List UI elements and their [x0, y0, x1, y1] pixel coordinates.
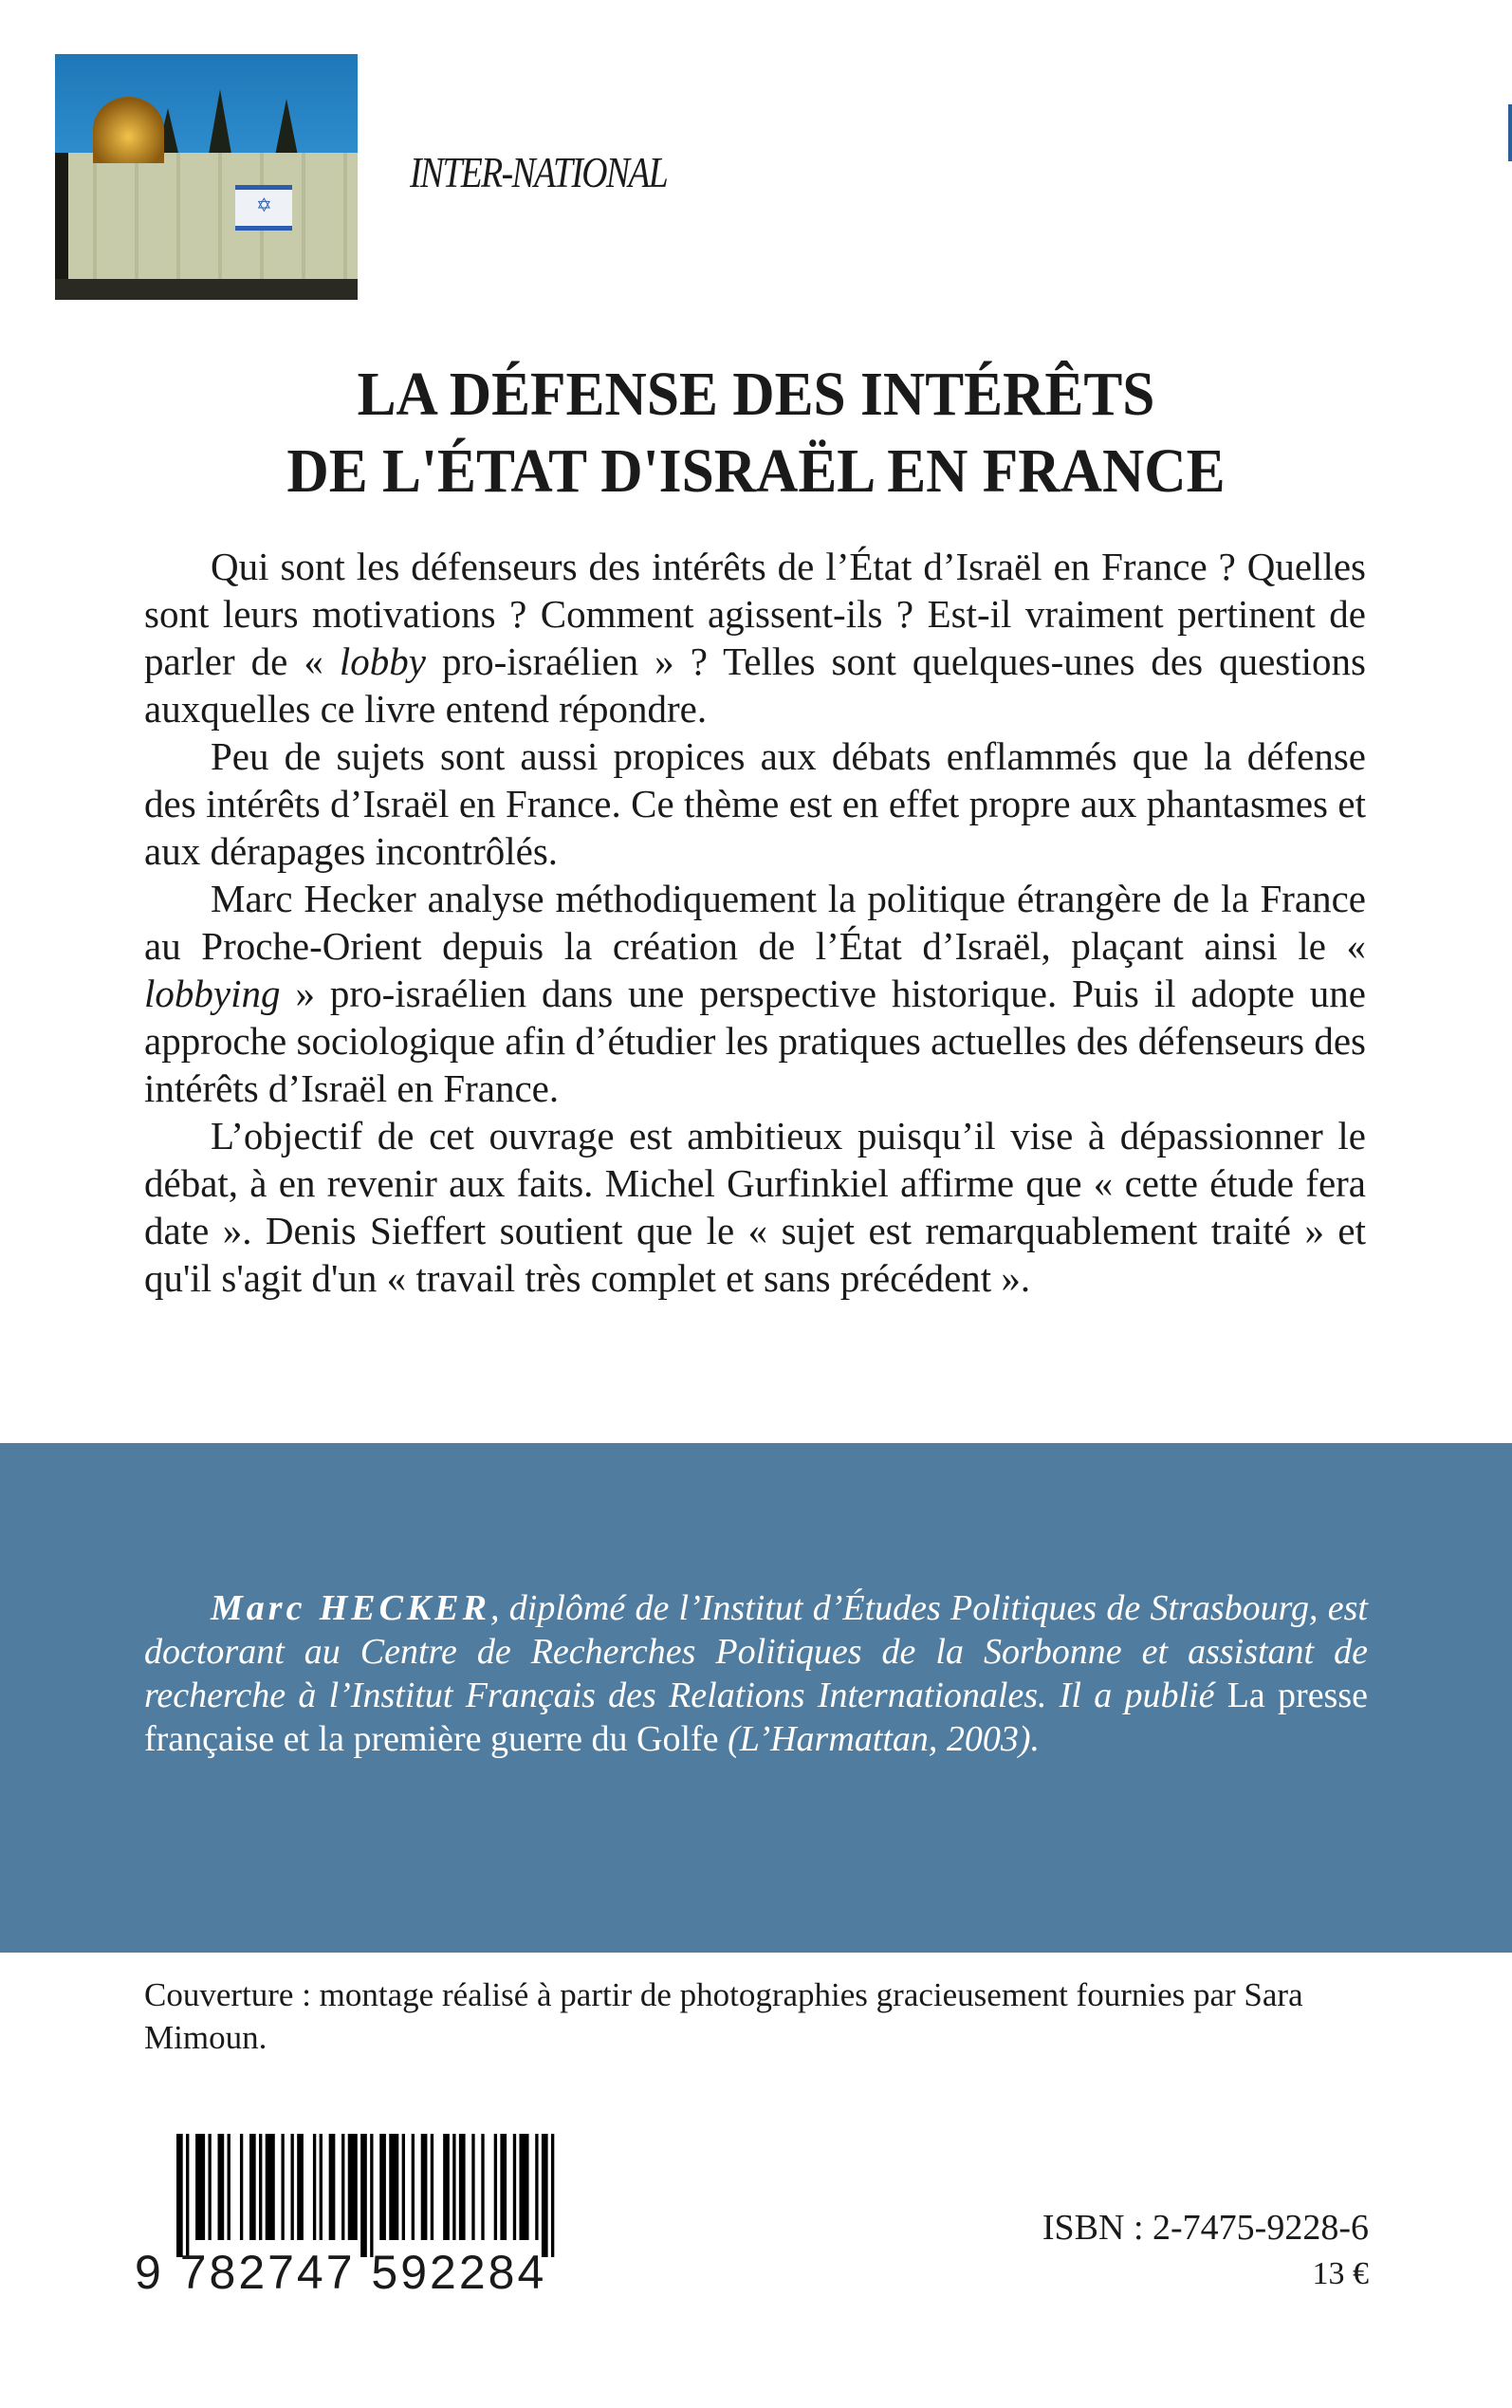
cover-credits: Couverture : montage réalisé à partir de photographies gracieusement fournies par Sara Mimoun. — [144, 1976, 1303, 2056]
isbn: ISBN : 2-7475-9228-6 — [1042, 2208, 1369, 2248]
barcode-digits: 9 782747 592284 — [135, 2246, 547, 2299]
barcode-bar — [360, 2134, 367, 2257]
barcode-bar — [290, 2134, 293, 2240]
blurb-paragraph: Marc Hecker analyse méthodiquement la politique étrangère de la France au Proche-Orient depuis la création de l’État d’Israël, plaçant ainsi le « lobbying » pro-israélien dans une perspective historique. Puis il adopte une approche sociologique afin d’étudier les pratiques actuelles des défenseurs des intérêts d’Israël en France. — [144, 877, 1366, 1110]
barcode-bar — [228, 2134, 230, 2240]
barcode-bar — [542, 2134, 548, 2257]
series-name: INTER-NATIONAL — [410, 148, 668, 196]
barcode-bar — [402, 2134, 405, 2240]
barcode-bar — [535, 2134, 538, 2240]
title-line-1: LA DÉFENSE DES INTÉRÊTS — [357, 360, 1155, 429]
barcode-bar — [412, 2134, 415, 2240]
barcode-bar — [208, 2134, 211, 2240]
barcode-bar — [329, 2134, 336, 2240]
barcode — [176, 2134, 561, 2257]
barcode-bar — [249, 2134, 256, 2240]
book-title — [0, 356, 1512, 509]
author-name: Marc HECKER — [211, 1588, 490, 1628]
barcode-bar — [551, 2134, 554, 2257]
barcode-bar — [195, 2134, 205, 2240]
barcode-bar — [341, 2134, 344, 2240]
blurb-paragraph: Qui sont les défenseurs des intérêts de l’État d’Israël en France ? Quelles sont leurs motivations ? Comment agissent-ils ? Est-il vraiment pertinent de parler de « lobby pro-israélien » ? Telles sont quelques-unes des questions auxquelles ce livre entend répondre. — [144, 545, 1366, 731]
title-line-2: DE L'ÉTAT D'ISRAËL EN FRANCE — [286, 436, 1226, 506]
barcode-bar — [266, 2134, 275, 2240]
cover-photo-jerusalem — [55, 54, 358, 300]
barcode-bar — [494, 2134, 497, 2240]
barcode-bar — [297, 2134, 304, 2240]
barcode-bar — [240, 2134, 243, 2240]
barcode-bar — [281, 2134, 284, 2240]
barcode-bar — [313, 2134, 316, 2240]
barcode-bar — [379, 2134, 386, 2240]
barcode-bar — [348, 2134, 358, 2240]
barcode-bar — [443, 2134, 450, 2240]
blurb — [144, 543, 1366, 1302]
blurb-paragraph: L’objectif de cet ouvrage est ambitieux puisqu’il vise à dépassionner le débat, à en revenir aux faits. Michel Gurfinkiel affirme que « cette étude fera date ». Denis Sieffert soutient que le « sujet est remarquablement traité » et qu'il s'agit d'un « travail très complet et sans précédent ». — [144, 1114, 1366, 1300]
dome-of-the-rock-icon — [93, 97, 164, 163]
barcode-bar — [513, 2134, 516, 2240]
israel-flag-icon — [235, 185, 292, 231]
barcode-bar — [459, 2134, 466, 2240]
barcode-bar — [519, 2134, 528, 2240]
barcode-bar — [259, 2134, 262, 2240]
barcode-bar — [500, 2134, 507, 2240]
barcode-bar — [389, 2134, 398, 2240]
author-bio: Marc HECKER, diplômé de l’Institut d’Études Politiques de Strasbourg, est doctorant au Centre de Recherches Politiques de la Sorbonne et assistant de recherche à l’Institut Français des Relations Internationales. Il a publié La presse française et la première guerre du Golfe (L’Harmattan, 2003). — [144, 1588, 1369, 1759]
edge-mark — [1508, 104, 1512, 161]
barcode-bar — [421, 2134, 428, 2240]
blurb-paragraph: Peu de sujets sont aussi propices aux débats enflammés que la défense des intérêts d’Israël en France. Ce thème est en effet propre aux phantasmes et aux dérapages incontrôlés. — [144, 734, 1366, 873]
price: 13 € — [1312, 2256, 1369, 2291]
book-reference: La presse française et la première guerre du Golfe — [144, 1676, 1369, 1759]
barcode-bar — [186, 2134, 189, 2257]
barcode-bar — [481, 2134, 484, 2240]
barcode-bar — [218, 2134, 225, 2240]
barcode-bar — [431, 2134, 433, 2240]
barcode-bar — [320, 2134, 323, 2240]
barcode-bar — [176, 2134, 183, 2257]
barcode-bar — [452, 2134, 455, 2240]
barcode-bar — [370, 2134, 373, 2257]
barcode-bar — [471, 2134, 474, 2240]
